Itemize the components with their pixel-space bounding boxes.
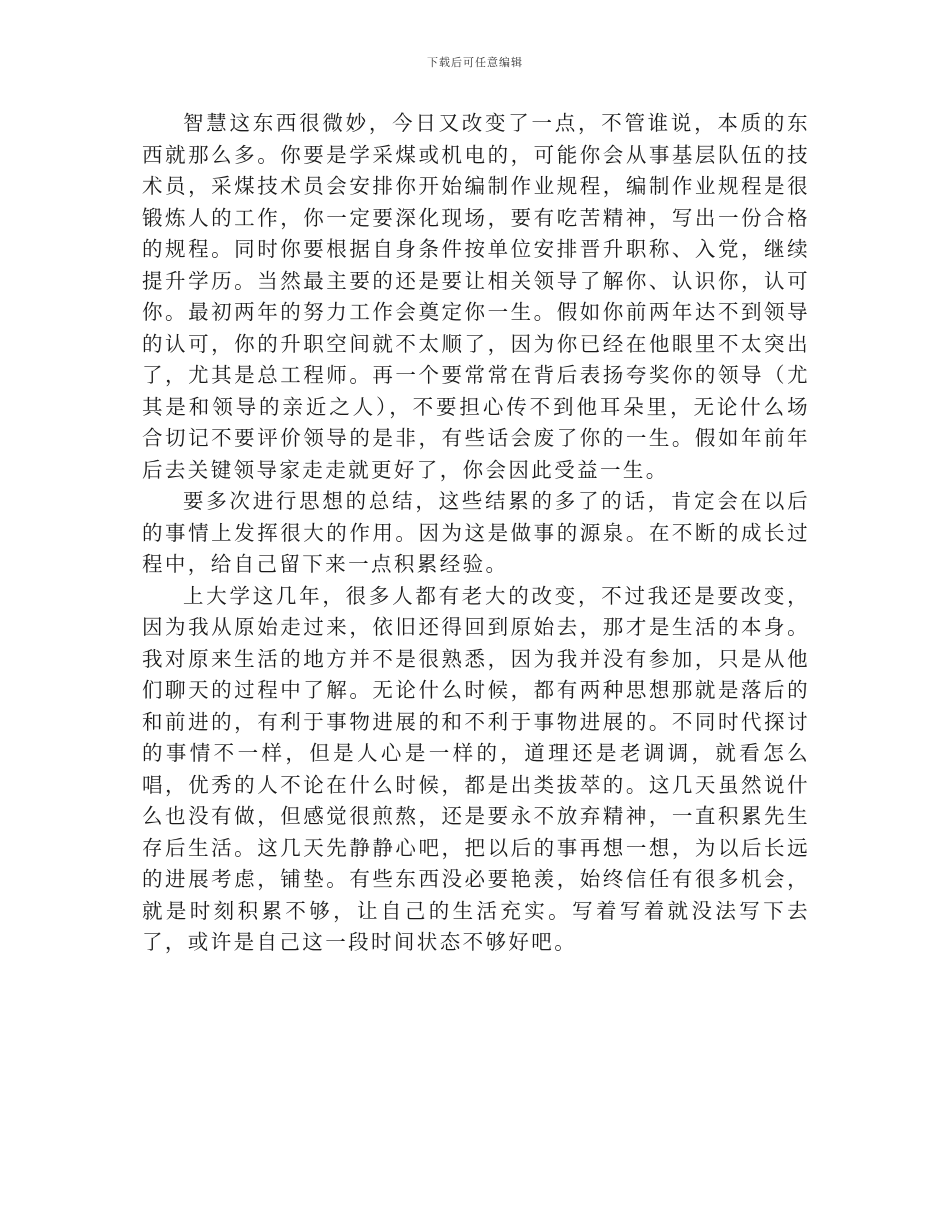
page-header: 下载后可任意编辑 xyxy=(427,56,523,69)
paragraph-1: 智慧这东西很微妙，今日又改变了一点，不管谁说，本质的东西就那么多。你要是学采煤或机电的，可能你会从事基层队伍的技术员，采煤技术员会安排你开始编制作业规程，编制作业规程是很锻炼人的工作，你一定要深化现场，要有吃苦精神，写出一份合格的规程。同时你要根据自身条件按单位安排晋升职称、入党，继续提升学历。当然最主要的还是要让相关领导了解你、认识你，认可你。最初两年的努力工作会奠定你一生。假如你前两年达不到领导的认可，你的升职空间就不太顺了，因为你已经在他眼里不太突出了，尤其是总工程师。再一个要常常在背后表扬夸奖你的领导（尤其是和领导的亲近之人），不要担心传不到他耳朵里，无论什么场合切记不要评价领导的是非，有些话会废了你的一生。假如年前年后去关键领导家走走就更好了，你会因此受益一生。 xyxy=(142,111,810,482)
paragraph-2: 要多次进行思想的总结，这些结累的多了的话，肯定会在以后的事情上发挥很大的作用。因为这是做事的源泉。在不断的成长过程中，给自己留下来一点积累经验。 xyxy=(142,489,810,576)
document-body xyxy=(142,108,810,959)
paragraph-3: 上大学这几年，很多人都有老大的改变，不过我还是要改变，因为我从原始走过来，依旧还得回到原始去，那才是生活的本身。我对原来生活的地方并不是很熟悉，因为我并没有参加，只是从他们聊天的过程中了解。无论什么时候，都有两种思想那就是落后的和前进的，有利于事物进展的和不利于事物进展的。不同时代探讨的事情不一样，但是人心是一样的，道理还是老调调，就看怎么唱，优秀的人不论在什么时候，都是出类拔萃的。这几天虽然说什么也没有做，但感觉很煎熬，还是要永不放弃精神，一直积累先生存后生活。这几天先静静心吧，把以后的事再想一想，为以后长远的进展考虑，铺垫。有些东西没必要艳羡，始终信任有很多机会，就是时刻积累不够，让自己的生活充实。写着写着就没法写下去了，或许是自己这一段时间状态不够好吧。 xyxy=(142,583,810,954)
